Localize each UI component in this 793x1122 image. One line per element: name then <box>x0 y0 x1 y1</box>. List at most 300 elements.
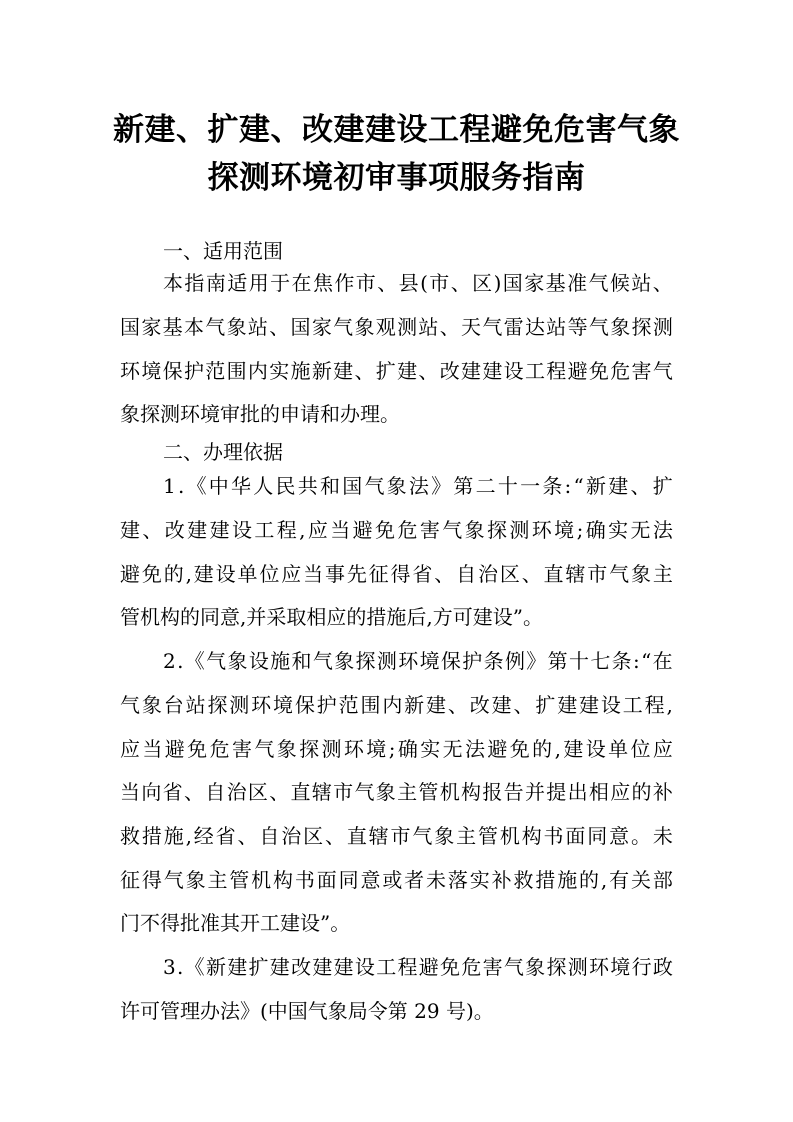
glyph: 《 <box>184 649 205 673</box>
paragraph-line: 象探测环境审批的申请和办理。 <box>120 402 400 426</box>
glyph: 测 <box>652 315 673 339</box>
glyph: 测 <box>229 693 250 717</box>
glyph: 条 <box>483 649 504 673</box>
glyph: 确 <box>397 737 418 761</box>
glyph: 区 <box>499 562 520 586</box>
glyph: , <box>185 824 192 848</box>
glyph: 和 <box>291 649 312 673</box>
glyph: 观 <box>375 315 396 339</box>
glyph: 在 <box>652 649 673 673</box>
paragraph-line <box>163 473 673 499</box>
glyph: 气 <box>482 315 503 339</box>
glyph: 同 <box>587 824 608 848</box>
glyph: . <box>177 955 184 979</box>
glyph: 焦 <box>312 271 333 295</box>
paragraph-line <box>120 561 673 587</box>
glyph: 危 <box>610 359 631 383</box>
glyph: 提 <box>546 780 567 804</box>
glyph: 征 <box>120 868 140 892</box>
glyph: 护 <box>183 359 204 383</box>
glyph: . <box>177 474 185 498</box>
glyph: 。 <box>630 824 651 848</box>
glyph: 市 <box>587 562 608 586</box>
glyph: 建 <box>193 562 214 586</box>
glyph: 气 <box>364 474 385 498</box>
glyph: 七 <box>590 649 611 673</box>
glyph: 条 <box>611 649 632 673</box>
glyph: 象 <box>525 955 546 979</box>
glyph: 站 <box>185 693 206 717</box>
glyph: 程 <box>276 518 297 542</box>
paragraph-line: 门不得批准其开工建设”。 <box>120 911 351 935</box>
glyph: 、 <box>377 271 398 295</box>
glyph: 用 <box>248 271 269 295</box>
glyph: 家 <box>524 271 545 295</box>
glyph: 探 <box>355 649 376 673</box>
glyph: ) <box>493 271 502 295</box>
glyph: 辖 <box>565 562 586 586</box>
glyph: 自 <box>456 562 477 586</box>
glyph: 关 <box>630 868 651 892</box>
glyph: 向 <box>141 780 162 804</box>
glyph: 免 <box>588 359 609 383</box>
glyph: 条 <box>542 474 563 498</box>
page-title-line-2: 探测环境初审事项服务指南 <box>207 160 586 196</box>
glyph: 建 <box>312 955 333 979</box>
glyph: , <box>666 693 673 717</box>
glyph: 达 <box>524 315 545 339</box>
glyph: 建 <box>209 518 230 542</box>
glyph: 、 <box>324 824 345 848</box>
glyph: 措 <box>535 868 556 892</box>
glyph: 新 <box>586 474 606 498</box>
glyph: 省 <box>412 562 433 586</box>
glyph: 事 <box>324 562 345 586</box>
glyph: 工 <box>376 955 397 979</box>
glyph: 台 <box>163 693 184 717</box>
glyph: 共 <box>297 474 318 498</box>
glyph: 市 <box>429 271 450 295</box>
glyph: 象 <box>354 315 375 339</box>
glyph: 候 <box>609 271 630 295</box>
glyph: 基 <box>162 315 183 339</box>
glyph: 指 <box>184 271 205 295</box>
glyph: 征 <box>368 562 389 586</box>
glyph: 探 <box>631 315 652 339</box>
glyph: 管 <box>229 868 250 892</box>
glyph: 同 <box>338 868 359 892</box>
glyph: 构 <box>521 824 542 848</box>
glyph: 建 <box>608 474 629 498</box>
glyph: 补 <box>491 868 512 892</box>
glyph: 出 <box>567 780 588 804</box>
glyph: 、 <box>269 780 290 804</box>
glyph: 政 <box>652 955 673 979</box>
glyph: 、 <box>269 315 290 339</box>
glyph: 测 <box>376 649 397 673</box>
glyph: 实 <box>608 518 629 542</box>
glyph: 告 <box>503 780 524 804</box>
glyph: 南 <box>205 271 226 295</box>
glyph: 管 <box>477 824 498 848</box>
glyph: 测 <box>567 955 588 979</box>
glyph: : <box>633 649 640 673</box>
glyph: 保 <box>162 359 183 383</box>
glyph: 主 <box>456 824 477 848</box>
glyph: 设 <box>585 737 606 761</box>
glyph: 或 <box>382 868 403 892</box>
glyph: 境 <box>141 359 162 383</box>
glyph: 探 <box>207 693 228 717</box>
glyph: 得 <box>390 562 411 586</box>
paragraph-line <box>163 648 673 674</box>
glyph: 避 <box>120 562 140 586</box>
glyph: 站 <box>631 271 652 295</box>
glyph: 环 <box>251 693 272 717</box>
glyph: 无 <box>442 737 463 761</box>
glyph: 治 <box>281 824 302 848</box>
glyph: 境 <box>610 955 631 979</box>
glyph: 程 <box>397 955 418 979</box>
glyph: 气 <box>442 518 463 542</box>
glyph: “ <box>641 649 652 673</box>
glyph: 县 <box>398 271 419 295</box>
glyph: 在 <box>291 271 312 295</box>
glyph: 气 <box>652 359 673 383</box>
glyph: 人 <box>253 474 274 498</box>
glyph: 补 <box>652 780 673 804</box>
glyph: 危 <box>397 518 418 542</box>
glyph: 、 <box>434 562 455 586</box>
glyph: ; <box>388 737 396 761</box>
glyph: 程 <box>546 359 567 383</box>
glyph: 当 <box>330 518 351 542</box>
glyph: 治 <box>226 780 247 804</box>
glyph: 气 <box>412 824 433 848</box>
glyph: 当 <box>303 562 324 586</box>
glyph: 十 <box>568 649 589 673</box>
glyph: 实 <box>269 359 290 383</box>
glyph: 《 <box>184 955 205 979</box>
page-title-line-1: 新建、扩建、改建建设工程避免危害气象 <box>113 112 680 148</box>
glyph: , <box>554 737 561 761</box>
glyph: 主 <box>652 562 673 586</box>
glyph: 本 <box>183 315 204 339</box>
glyph: 得 <box>141 868 162 892</box>
glyph: 范 <box>338 693 359 717</box>
glyph: 工 <box>622 693 643 717</box>
glyph: 适 <box>227 271 248 295</box>
glyph: 测 <box>321 737 342 761</box>
glyph: 未 <box>652 824 673 848</box>
glyph: 象 <box>227 649 248 673</box>
glyph: 测 <box>509 518 530 542</box>
glyph: 气 <box>609 562 630 586</box>
glyph: 》 <box>431 474 452 498</box>
glyph: 自 <box>259 824 280 848</box>
glyph: 保 <box>440 649 461 673</box>
glyph: 建 <box>426 693 447 717</box>
glyph: 环 <box>589 955 609 979</box>
glyph: . <box>177 649 184 673</box>
glyph: 书 <box>543 824 564 848</box>
glyph: 建 <box>120 518 140 542</box>
glyph: 、 <box>183 780 204 804</box>
glyph: 设 <box>215 562 236 586</box>
paragraph-line <box>120 314 673 340</box>
glyph: 免 <box>187 737 208 761</box>
glyph: 避 <box>567 359 588 383</box>
glyph: 中 <box>208 474 229 498</box>
glyph: 气 <box>588 271 609 295</box>
glyph: 等 <box>567 315 588 339</box>
section-heading-scope: 一、适用范围 <box>163 239 283 263</box>
glyph: 位 <box>259 562 280 586</box>
glyph: 施 <box>163 824 184 848</box>
glyph: 围 <box>226 359 247 383</box>
glyph: 围 <box>360 693 381 717</box>
glyph: 环 <box>343 737 364 761</box>
glyph: 国 <box>120 315 140 339</box>
glyph: 气 <box>254 737 275 761</box>
glyph: 建 <box>557 693 578 717</box>
glyph: 当 <box>142 737 163 761</box>
glyph: 应 <box>610 780 631 804</box>
paragraph-line <box>120 823 673 849</box>
glyph: 扩 <box>375 359 396 383</box>
glyph: 和 <box>319 474 340 498</box>
glyph: 保 <box>294 693 315 717</box>
glyph: 作 <box>334 271 355 295</box>
glyph: 象 <box>386 474 407 498</box>
glyph: 机 <box>439 780 460 804</box>
glyph: 华 <box>231 474 252 498</box>
glyph: 者 <box>404 868 425 892</box>
glyph: 十 <box>497 474 518 498</box>
glyph: 构 <box>273 868 294 892</box>
glyph: 改 <box>291 955 312 979</box>
glyph: , <box>185 562 192 586</box>
glyph: 象 <box>334 649 355 673</box>
glyph: 象 <box>375 780 396 804</box>
glyph: 主 <box>207 868 228 892</box>
glyph: 相 <box>588 780 609 804</box>
glyph: , <box>600 868 608 892</box>
glyph: 3 <box>163 955 176 979</box>
glyph: 免 <box>440 955 461 979</box>
glyph: 设 <box>503 359 524 383</box>
glyph: ; <box>576 518 584 542</box>
glyph: 家 <box>141 315 162 339</box>
glyph: 建 <box>397 359 418 383</box>
glyph: 位 <box>630 737 651 761</box>
paragraph-line: 许可管理办法》(中国气象局令第 29 号)。 <box>120 999 494 1023</box>
glyph: 建 <box>461 359 481 383</box>
glyph: 第 <box>547 649 568 673</box>
glyph: 扩 <box>248 955 269 979</box>
glyph: 站 <box>546 315 567 339</box>
paragraph-line <box>120 692 673 718</box>
glyph: 自 <box>205 780 226 804</box>
glyph: 扩 <box>652 474 673 498</box>
glyph: 建 <box>333 955 354 979</box>
glyph: 建 <box>333 359 354 383</box>
glyph: 新 <box>404 693 425 717</box>
paragraph-line <box>120 358 673 384</box>
glyph: 1 <box>163 474 176 498</box>
glyph: 境 <box>554 518 575 542</box>
glyph: 避 <box>487 737 508 761</box>
glyph: 探 <box>546 955 567 979</box>
glyph: 、 <box>630 474 651 498</box>
glyph: 》 <box>526 649 547 673</box>
glyph: 危 <box>461 955 482 979</box>
glyph: 民 <box>275 474 296 498</box>
glyph: 境 <box>273 693 294 717</box>
glyph: 准 <box>567 271 588 295</box>
glyph: 避 <box>352 518 373 542</box>
glyph: 免 <box>141 562 162 586</box>
glyph: 区 <box>303 824 324 848</box>
glyph: 救 <box>120 824 140 848</box>
glyph: “ <box>573 474 584 498</box>
glyph: 气 <box>333 315 354 339</box>
glyph: 环 <box>531 518 552 542</box>
glyph: 区 <box>247 780 268 804</box>
glyph: 法 <box>652 518 673 542</box>
glyph: 程 <box>644 693 665 717</box>
glyph: 应 <box>120 737 140 761</box>
glyph: 辖 <box>311 780 332 804</box>
glyph: 并 <box>524 780 545 804</box>
glyph: 2 <box>163 649 176 673</box>
glyph: 工 <box>524 359 545 383</box>
glyph: 应 <box>652 737 673 761</box>
glyph: 有 <box>609 868 630 892</box>
paragraph-line <box>120 867 673 893</box>
glyph: 站 <box>247 315 268 339</box>
glyph: 气 <box>205 315 226 339</box>
glyph: 意 <box>609 824 630 848</box>
glyph: 建 <box>563 737 584 761</box>
glyph: : <box>564 474 572 498</box>
glyph: 应 <box>281 562 302 586</box>
glyph: 省 <box>162 780 183 804</box>
glyph: 落 <box>447 868 468 892</box>
glyph: 象 <box>434 824 455 848</box>
glyph: 应 <box>307 518 328 542</box>
glyph: 救 <box>513 868 534 892</box>
glyph: 护 <box>316 693 337 717</box>
glyph: 气 <box>588 315 609 339</box>
glyph: 国 <box>502 271 523 295</box>
glyph: 气 <box>503 955 524 979</box>
glyph: 象 <box>141 693 162 717</box>
glyph: 主 <box>397 780 418 804</box>
glyph: 单 <box>608 737 629 761</box>
glyph: 雷 <box>503 315 524 339</box>
glyph: 省 <box>215 824 236 848</box>
glyph: 治 <box>477 562 498 586</box>
glyph: 气 <box>163 868 184 892</box>
glyph: 免 <box>375 518 396 542</box>
glyph: 市 <box>355 271 376 295</box>
glyph: 直 <box>290 780 311 804</box>
glyph: 二 <box>475 474 496 498</box>
glyph: 实 <box>420 737 441 761</box>
glyph: 施 <box>270 649 291 673</box>
glyph: 危 <box>209 737 230 761</box>
glyph: 设 <box>600 693 621 717</box>
glyph: 于 <box>270 271 291 295</box>
glyph: 管 <box>418 780 439 804</box>
glyph: 建 <box>482 359 503 383</box>
glyph: 区 <box>472 271 493 295</box>
glyph: 书 <box>294 868 315 892</box>
glyph: 机 <box>251 868 272 892</box>
glyph: 害 <box>231 737 252 761</box>
paragraph-line <box>120 517 673 543</box>
glyph: 第 <box>453 474 474 498</box>
glyph: 建 <box>227 955 248 979</box>
glyph: 、 <box>447 693 468 717</box>
glyph: 、 <box>142 518 163 542</box>
glyph: 气 <box>312 649 333 673</box>
glyph: 、 <box>513 693 534 717</box>
glyph: 的 <box>579 868 600 892</box>
glyph: 一 <box>520 474 541 498</box>
glyph: 的 <box>532 737 553 761</box>
glyph: 象 <box>226 315 247 339</box>
glyph: 新 <box>311 359 332 383</box>
glyph: 气 <box>354 780 375 804</box>
glyph: 设 <box>231 518 252 542</box>
glyph: 象 <box>464 518 485 542</box>
glyph: 法 <box>408 474 429 498</box>
glyph: 施 <box>290 359 311 383</box>
glyph: 确 <box>585 518 606 542</box>
glyph: 探 <box>487 518 507 542</box>
paragraph-line: 管机构的同意,并采取相应的措施后,方可建设”。 <box>120 605 543 629</box>
glyph: 境 <box>419 649 440 673</box>
paragraph-line <box>163 954 673 980</box>
glyph: 扩 <box>535 693 556 717</box>
glyph: 、 <box>521 562 542 586</box>
glyph: 无 <box>630 518 651 542</box>
glyph: , <box>299 518 306 542</box>
glyph: 护 <box>462 649 483 673</box>
glyph: 改 <box>164 518 185 542</box>
glyph: 建 <box>579 693 600 717</box>
glyph: 象 <box>276 737 297 761</box>
glyph: 市 <box>333 780 354 804</box>
glyph: 避 <box>164 737 185 761</box>
glyph: 避 <box>418 955 439 979</box>
glyph: 国 <box>342 474 363 498</box>
glyph: 本 <box>163 271 183 295</box>
glyph: ( <box>420 271 428 295</box>
glyph: 站 <box>418 315 439 339</box>
glyph: 象 <box>610 315 631 339</box>
section-heading-basis: 二、办理依据 <box>163 440 283 464</box>
glyph: 当 <box>120 780 140 804</box>
glyph: 实 <box>469 868 490 892</box>
glyph: 、 <box>652 271 673 295</box>
glyph: 的 <box>163 562 184 586</box>
glyph: 建 <box>269 955 290 979</box>
glyph: 天 <box>461 315 481 339</box>
glyph: 面 <box>316 868 337 892</box>
